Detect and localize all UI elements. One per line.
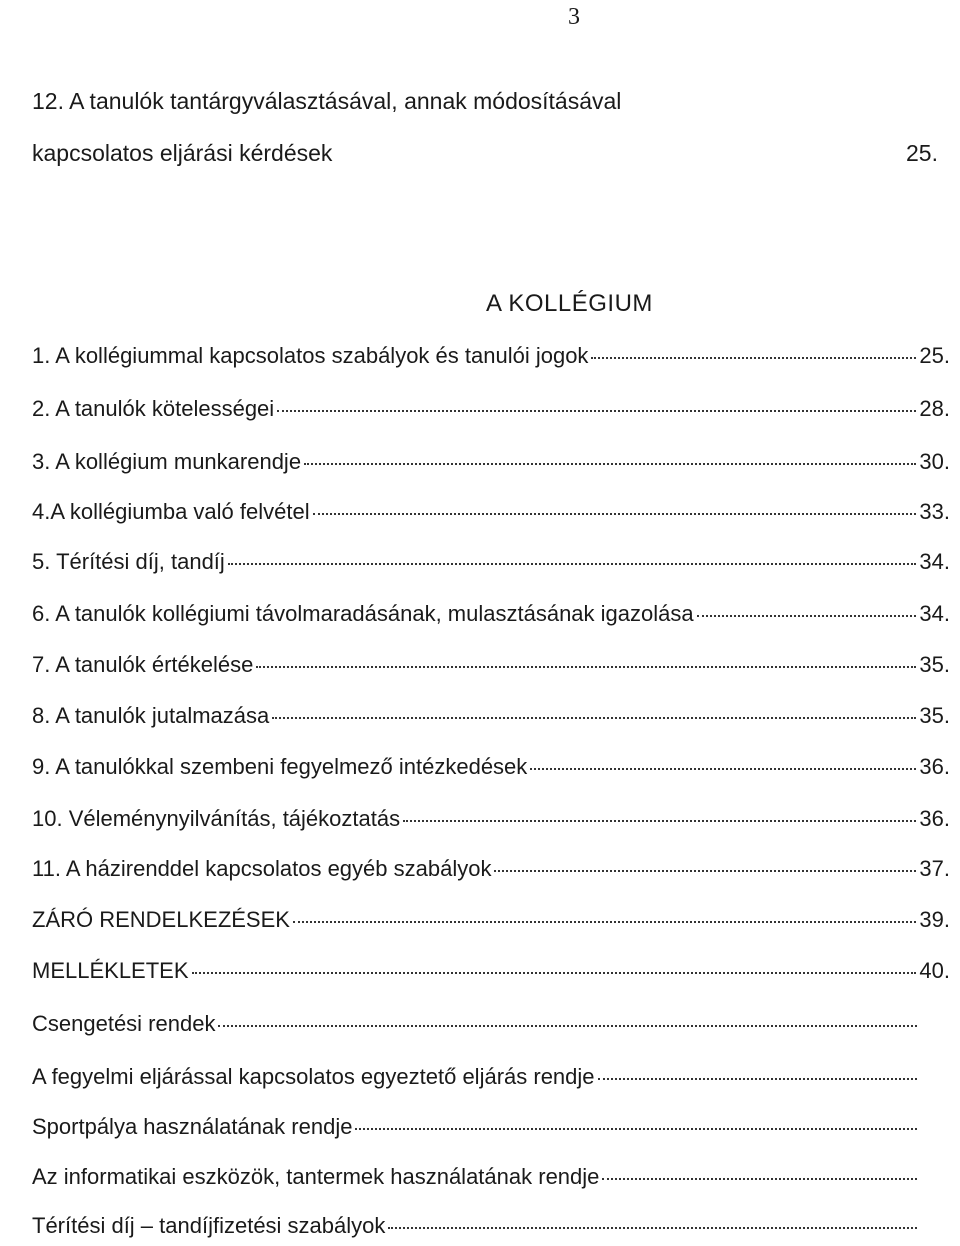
dot-leader bbox=[403, 820, 916, 822]
toc-entry-page: 33. bbox=[919, 499, 950, 524]
dot-leader bbox=[256, 666, 916, 668]
toc-entry-label: 9. A tanulókkal szembeni fegyelmező intézkedések bbox=[32, 754, 528, 779]
toc-entry-label: 3. A kollégium munkarendje bbox=[32, 449, 302, 474]
toc-entry-page: 25. bbox=[919, 343, 950, 368]
appendix-entry bbox=[32, 1213, 920, 1239]
toc-entry bbox=[32, 652, 950, 678]
intro-line-2: kapcsolatos eljárási kérdések bbox=[32, 140, 333, 166]
dot-leader bbox=[602, 1178, 917, 1180]
appendix-entry-label: Az informatikai eszközök, tantermek használatának rendje bbox=[32, 1164, 600, 1189]
intro-page: 25. bbox=[906, 140, 938, 166]
toc-entry-page: 36. bbox=[919, 806, 950, 831]
toc-entry-page: 37. bbox=[919, 856, 950, 881]
intro-line-1: 12. A tanulók tantárgyválasztásával, annak módosításával bbox=[32, 88, 622, 114]
toc-entry bbox=[32, 549, 950, 575]
toc-entry-label: 8. A tanulók jutalmazása bbox=[32, 703, 270, 728]
toc-entry bbox=[32, 754, 950, 780]
appendix-entry-label: Sportpálya használatának rendje bbox=[32, 1114, 353, 1139]
toc-entry-label: MELLÉKLETEK bbox=[32, 958, 189, 983]
dot-leader bbox=[530, 768, 916, 770]
toc-entry bbox=[32, 499, 950, 525]
toc-entry-label: 6. A tanulók kollégiumi távolmaradásának, mulasztásának igazolása bbox=[32, 601, 694, 626]
toc-entry-page: 39. bbox=[919, 907, 950, 932]
dot-leader bbox=[304, 463, 916, 465]
dot-leader bbox=[591, 357, 916, 359]
dot-leader bbox=[388, 1227, 917, 1229]
dot-leader bbox=[192, 972, 917, 974]
dot-leader bbox=[218, 1025, 917, 1027]
toc-entry bbox=[32, 601, 950, 627]
toc-entry-label: 2. A tanulók kötelességei bbox=[32, 396, 275, 421]
appendix-entry bbox=[32, 1011, 920, 1037]
dot-leader bbox=[697, 615, 917, 617]
toc-entry-page: 40. bbox=[919, 958, 950, 983]
dot-leader bbox=[355, 1128, 917, 1130]
toc-entry-label: 5. Térítési díj, tandíj bbox=[32, 549, 225, 574]
toc-entry-label: 10. Véleménynyilvánítás, tájékoztatás bbox=[32, 806, 401, 831]
toc-entry bbox=[32, 958, 950, 984]
toc-entry-page: 30. bbox=[919, 449, 950, 474]
dot-leader bbox=[598, 1078, 917, 1080]
appendix-entry-label: A fegyelmi eljárással kapcsolatos egyeztető eljárás rendje bbox=[32, 1064, 595, 1089]
toc-entry bbox=[32, 856, 950, 882]
toc-entry bbox=[32, 396, 950, 422]
toc-entry-page: 36. bbox=[919, 754, 950, 779]
toc-entry-page: 28. bbox=[919, 396, 950, 421]
dot-leader bbox=[272, 717, 916, 719]
appendix-entry bbox=[32, 1064, 920, 1090]
appendix-entry-label: Csengetési rendek bbox=[32, 1011, 216, 1036]
toc-entry-label: 7. A tanulók értékelése bbox=[32, 652, 254, 677]
dot-leader bbox=[277, 410, 916, 412]
appendix-entry bbox=[32, 1114, 920, 1140]
toc-entry-page: 34. bbox=[919, 549, 950, 574]
appendix-entry-label: Térítési díj – tandíjfizetési szabályok bbox=[32, 1213, 386, 1238]
toc-entry bbox=[32, 343, 950, 369]
toc-entry-page: 35. bbox=[919, 652, 950, 677]
dot-leader bbox=[293, 921, 916, 923]
toc-entry bbox=[32, 806, 950, 832]
toc-entry-page: 34. bbox=[919, 601, 950, 626]
page-number: 3 bbox=[568, 4, 580, 30]
toc-entry-label: 4.A kollégiumba való felvétel bbox=[32, 499, 310, 524]
toc-entry-label: 1. A kollégiummal kapcsolatos szabályok és tanulói jogok bbox=[32, 343, 589, 368]
appendix-entry bbox=[32, 1164, 920, 1190]
toc-entry bbox=[32, 449, 950, 475]
dot-leader bbox=[494, 870, 916, 872]
toc-entry-label: ZÁRÓ RENDELKEZÉSEK bbox=[32, 907, 290, 932]
dot-leader bbox=[228, 563, 917, 565]
toc-entry bbox=[32, 907, 950, 933]
dot-leader bbox=[313, 513, 917, 515]
section-title: A KOLLÉGIUM bbox=[486, 290, 653, 317]
toc-entry bbox=[32, 703, 950, 729]
toc-entry-label: 11. A házirenddel kapcsolatos egyéb szabályok bbox=[32, 856, 492, 881]
toc-entry-page: 35. bbox=[919, 703, 950, 728]
